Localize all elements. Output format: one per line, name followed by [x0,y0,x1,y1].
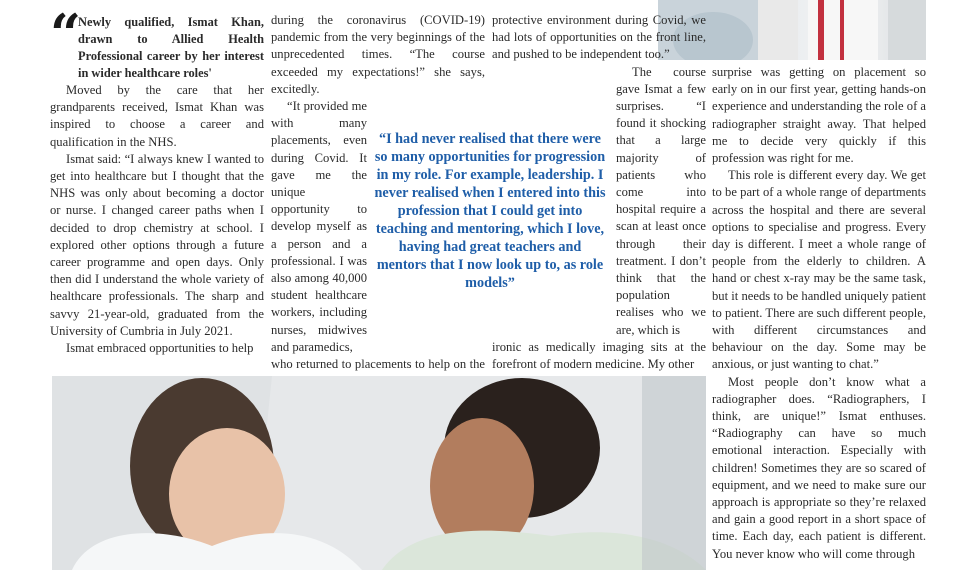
paragraph: Moved by the care that her grandparents received, Ismat Khan was inspired to choose a career and qualification in the NHS. [50,83,264,149]
paragraph: This role is different every day. We get to be part of a whole range of departments across the hospital and there are several options to specialise and progress. Every day is different. I meet a whole range of people from the elderly to children. A hand or chest x-ray may be the same task, but it needs to be handled uniquely patient to patient. There are such different people, with different circumstances and behaviour on the day. Some may be anxious, or just wanting to chat.” [712,168,926,372]
column-4 [712,64,926,563]
paragraph: Ismat said: “I always knew I wanted to get into healthcare but I thought that the NHS was only about becoming a doctor or nurse. I changed career paths when I decided to drop chemistry at school. I explored other options through a future career programme and open days. Only then did I understand the whole variety of healthcare professionals. The sharp and savvy 21-year-old, graduated from the University of Cumbria in July 2021. [50,151,264,338]
paragraph: Ismat embraced opportunities to help [66,341,254,356]
column-1 [50,2,264,357]
paragraph: during the coronavirus (COVID-19) pandemic from the very beginnings of the unprecedented times. “The course exceeded my expectations!” she says, excitedly. [271,13,485,96]
quote-mark-icon: “ [50,2,82,66]
paragraph: The course gave Ismat a few surprises. “I found it shocking that a large majority of patients who come into hospital require a scan at least once through their treatment. I don’t think that the population realises who we are, which is [616,64,706,337]
paragraph: who returned to placements to help on the [271,357,485,372]
paragraph: “It provided me with many placements, even during Covid. It gave me the unique opportunity to develop myself as a person and a professional. I was also among 40,000 student healthcare workers, including nurses, midwives and paramedics, [271,99,367,354]
nurse-patient-photo [52,376,706,570]
paragraph: Most people don’t know what a radiographer does. “Radiographers, I think, are unique!” Ismat enthuses. “Radiography can have so much emotional interaction. Especially with children! Sometimes they are so scared of equipment, and we need to make sure our approach is appropriate so they’re relaxed and gain a good report in a short space of time. Each day, each patient is different. You never know who will come through [712,374,926,561]
intro-quote: Newly qualified, Ismat Khan, drawn to Allied Health Professional career by her interest in wider healthcare roles' [78,15,264,80]
paragraph: surprise was getting on placement so early on in our first year, getting hands-on experience and understanding the role of a radiographer straight away. That helped me to decide very quickly if this profession was right for me. [712,65,927,166]
pull-quote: “I had never realised that there were so many opportunities for progression in my role. For example, leadership. I never realised when I entered into this profession that I could get into teaching and mentoring, which I love, having had great teachers and mentors that I now look up to, as role models” [374,131,606,291]
paragraph: protective environment during Covid, we had lots of opportunities on the front line, and pushed to be independent too.” [492,13,706,62]
paragraph: ironic as medically imaging sits at the forefront of modern medicine. My other [492,339,706,372]
